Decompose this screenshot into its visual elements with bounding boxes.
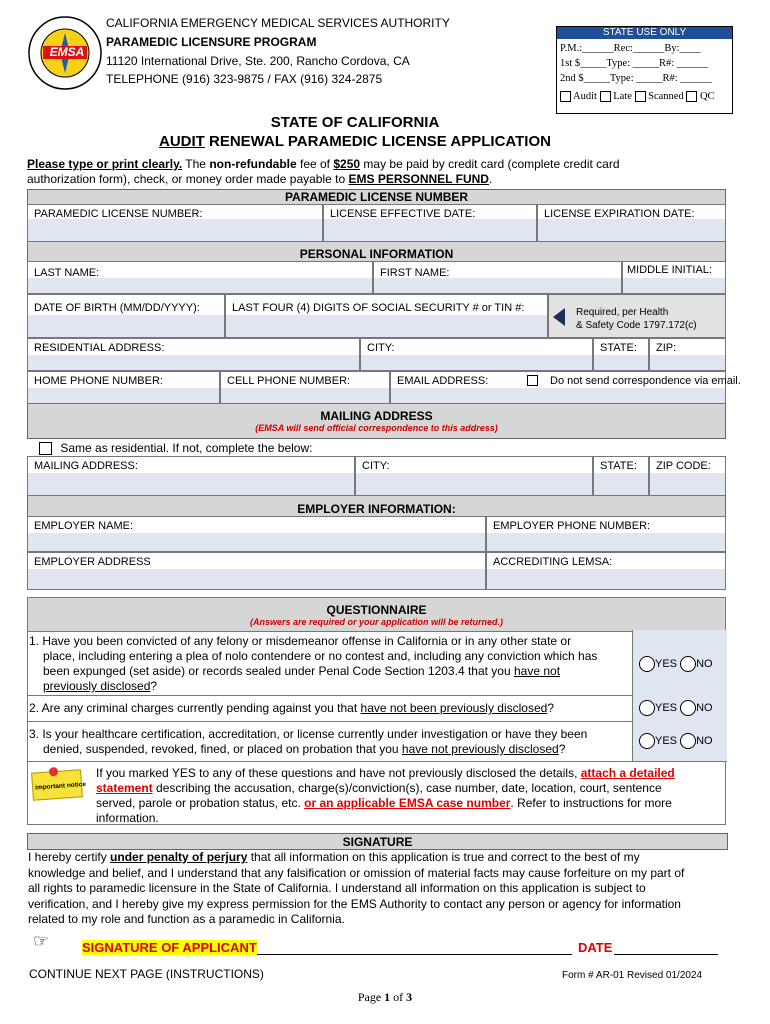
audit-checkbox[interactable] xyxy=(560,91,571,102)
instructions: Please type or print clearly. The non-refundable fee of $250 may be paid by credit card (complete credit card authorization form), check, or money order made payable to EMS PERSONNEL FUND. xyxy=(27,157,620,186)
disclosure-note: If you marked YES to any of these questions and have not previously disclosed the details, attach a detailed statement describing the accusation, charge(s)/conviction(s), case number, date, location, court, sentence served, parole or probation status, etc. or an applicable EMSA case number. Refer to instructions for more information. xyxy=(96,766,675,825)
state-use-row1: P.M.:______Rec:______By:____ xyxy=(560,43,701,54)
q2-no-radio[interactable] xyxy=(680,700,696,716)
mailing-state-field[interactable]: STATE: xyxy=(593,456,649,496)
q2-yes-radio[interactable] xyxy=(639,700,655,716)
logo-text: EMSA xyxy=(49,45,85,59)
q1-yes-radio[interactable] xyxy=(639,656,655,672)
date-label: DATE xyxy=(578,940,613,955)
no-email-checkbox[interactable] xyxy=(527,375,538,386)
employer-phone-field[interactable]: EMPLOYER PHONE NUMBER: xyxy=(486,516,726,552)
certification-text: I hereby certify under penalty of perjury that all information on this application is true and correct to the best of my knowledge and belief, and I understand that any falsification or omission of material facts may cause forfeiture on my part of all rights to paramedic licensure in the State of California. I understand all information on this application is subject to verification, and I hereby give my express permission for the EMS Authority to contact any person or agency for information related to my role and function as a paramedic in California. xyxy=(28,850,685,926)
emsa-logo xyxy=(27,15,103,91)
dob-field[interactable]: DATE OF BIRTH (MM/DD/YYYY): xyxy=(27,294,225,338)
late-checkbox[interactable] xyxy=(600,91,611,102)
email-field[interactable]: EMAIL ADDRESS: Do not send correspondence via email. xyxy=(390,371,726,404)
q1-answer-box: YES NO xyxy=(632,630,727,696)
question-3: 3. Is your healthcare certification, accreditation, or license currently under investigation or have they been denied, suspended, revoked, fined, or placed on probation that you have not previously disclosed? xyxy=(29,727,588,756)
mailing-section xyxy=(27,404,726,496)
divider xyxy=(27,695,726,696)
license-number-field[interactable]: PARAMEDIC LICENSE NUMBER: xyxy=(27,204,323,242)
arrow-left-icon xyxy=(551,307,567,327)
page-title-line1: STATE OF CALIFORNIA xyxy=(270,114,440,131)
employer-address-field[interactable]: EMPLOYER ADDRESS xyxy=(27,552,486,590)
mailing-city-field[interactable]: CITY: xyxy=(355,456,593,496)
scanned-label: Scanned xyxy=(648,91,684,102)
form-number: Form # AR-01 Revised 01/2024 xyxy=(562,970,703,981)
residential-address-field[interactable]: RESIDENTIAL ADDRESS: xyxy=(27,338,360,371)
personal-section xyxy=(27,242,741,404)
question-1: 1. Have you been convicted of any felony or misdemeanor offense in California or in any other state or place, including entering a plea of nolo contendere or no contest and, including any conviction which has been expunged (set aside) or records sealed under Penal Code Section 1203.4 that you have not previously disclosed? xyxy=(29,634,598,693)
qc-label: QC xyxy=(699,91,715,102)
middle-initial-field[interactable]: MIDDLE INITIAL: xyxy=(622,261,726,294)
signature-line[interactable] xyxy=(257,954,572,955)
questionnaire-heading-box: QUESTIONNAIRE (Answers are required or your application will be returned.) xyxy=(28,598,725,632)
license-expiration-field[interactable]: LICENSE EXPIRATION DATE: xyxy=(537,204,726,242)
signature-heading: SIGNATURE xyxy=(27,833,728,850)
accrediting-lemsa-field[interactable]: ACCREDITING LEMSA: xyxy=(486,552,726,590)
home-phone-field[interactable]: HOME PHONE NUMBER: xyxy=(27,371,220,404)
personal-heading: PERSONAL INFORMATION xyxy=(27,242,726,262)
zip-field[interactable]: ZIP: xyxy=(649,338,726,371)
employer-section xyxy=(27,496,726,590)
signature-label: SIGNATURE OF APPLICANT xyxy=(82,940,257,955)
audit-word: AUDIT xyxy=(159,133,205,150)
mailing-heading-box: MAILING ADDRESS (EMSA will send official correspondence to this address) xyxy=(27,404,726,439)
page-number: Page 1 of 3 xyxy=(357,990,413,1004)
ssn-requirement-note: Required, per Health & Safety Code 1797.172(c) xyxy=(548,294,726,338)
employer-heading: EMPLOYER INFORMATION: xyxy=(27,496,726,517)
page-title-line2 xyxy=(0,133,710,150)
important-notice-icon: important notice xyxy=(31,769,83,800)
divider xyxy=(27,761,726,762)
org-address: 11120 International Drive, Ste. 200, Rancho Cordova, CA xyxy=(106,54,410,68)
mailing-address-field[interactable]: MAILING ADDRESS: xyxy=(27,456,355,496)
continue-note: CONTINUE NEXT PAGE (INSTRUCTIONS) xyxy=(29,967,264,981)
employer-name-field[interactable]: EMPLOYER NAME: xyxy=(27,516,486,552)
q3-answer-box: YES NO xyxy=(632,721,727,762)
state-use-box xyxy=(556,26,733,114)
question-2: 2. Are any criminal charges currently pending against you that have not been previously disclosed? xyxy=(29,701,555,715)
org-phone: TELEPHONE (916) 323-9875 / FAX (916) 324-2875 xyxy=(106,72,383,86)
audit-label: Audit xyxy=(573,91,597,102)
first-name-field[interactable]: FIRST NAME: xyxy=(373,261,622,294)
same-as-residential-checkbox[interactable] xyxy=(39,442,52,455)
state-use-row3: 2nd $_____Type: _____R#: ______ xyxy=(560,73,712,84)
late-label: Late xyxy=(613,91,632,102)
date-line[interactable] xyxy=(614,954,718,955)
city-field[interactable]: CITY: xyxy=(360,338,593,371)
license-section xyxy=(27,189,726,242)
q3-yes-radio[interactable] xyxy=(639,733,655,749)
state-use-title: STATE USE ONLY xyxy=(557,27,732,39)
license-effective-field[interactable]: LICENSE EFFECTIVE DATE: xyxy=(323,204,537,242)
state-use-row2: 1st $_____Type: _____R#: ______ xyxy=(560,58,709,69)
state-field[interactable]: STATE: xyxy=(593,338,649,371)
divider xyxy=(27,721,726,722)
pointing-hand-icon: ☞ xyxy=(33,931,50,951)
mailing-zip-field[interactable]: ZIP CODE: xyxy=(649,456,726,496)
q3-no-radio[interactable] xyxy=(680,733,696,749)
license-heading: PARAMEDIC LICENSE NUMBER xyxy=(27,189,726,205)
cell-phone-field[interactable]: CELL PHONE NUMBER: xyxy=(220,371,390,404)
scanned-checkbox[interactable] xyxy=(635,91,646,102)
program-name: PARAMEDIC LICENSURE PROGRAM xyxy=(106,35,317,49)
ssn-field[interactable]: LAST FOUR (4) DIGITS OF SOCIAL SECURITY # or TIN #: xyxy=(225,294,548,338)
q2-answer-box: YES NO xyxy=(632,695,727,722)
last-name-field[interactable]: LAST NAME: xyxy=(27,261,373,294)
qc-checkbox[interactable] xyxy=(686,91,697,102)
same-as-residential-label: Same as residential. If not, complete the below: xyxy=(60,441,313,455)
org-name: CALIFORNIA EMERGENCY MEDICAL SERVICES AUTHORITY xyxy=(106,16,450,30)
title-rest: RENEWAL PARAMEDIC LICENSE APPLICATION xyxy=(204,133,551,150)
q1-no-radio[interactable] xyxy=(680,656,696,672)
